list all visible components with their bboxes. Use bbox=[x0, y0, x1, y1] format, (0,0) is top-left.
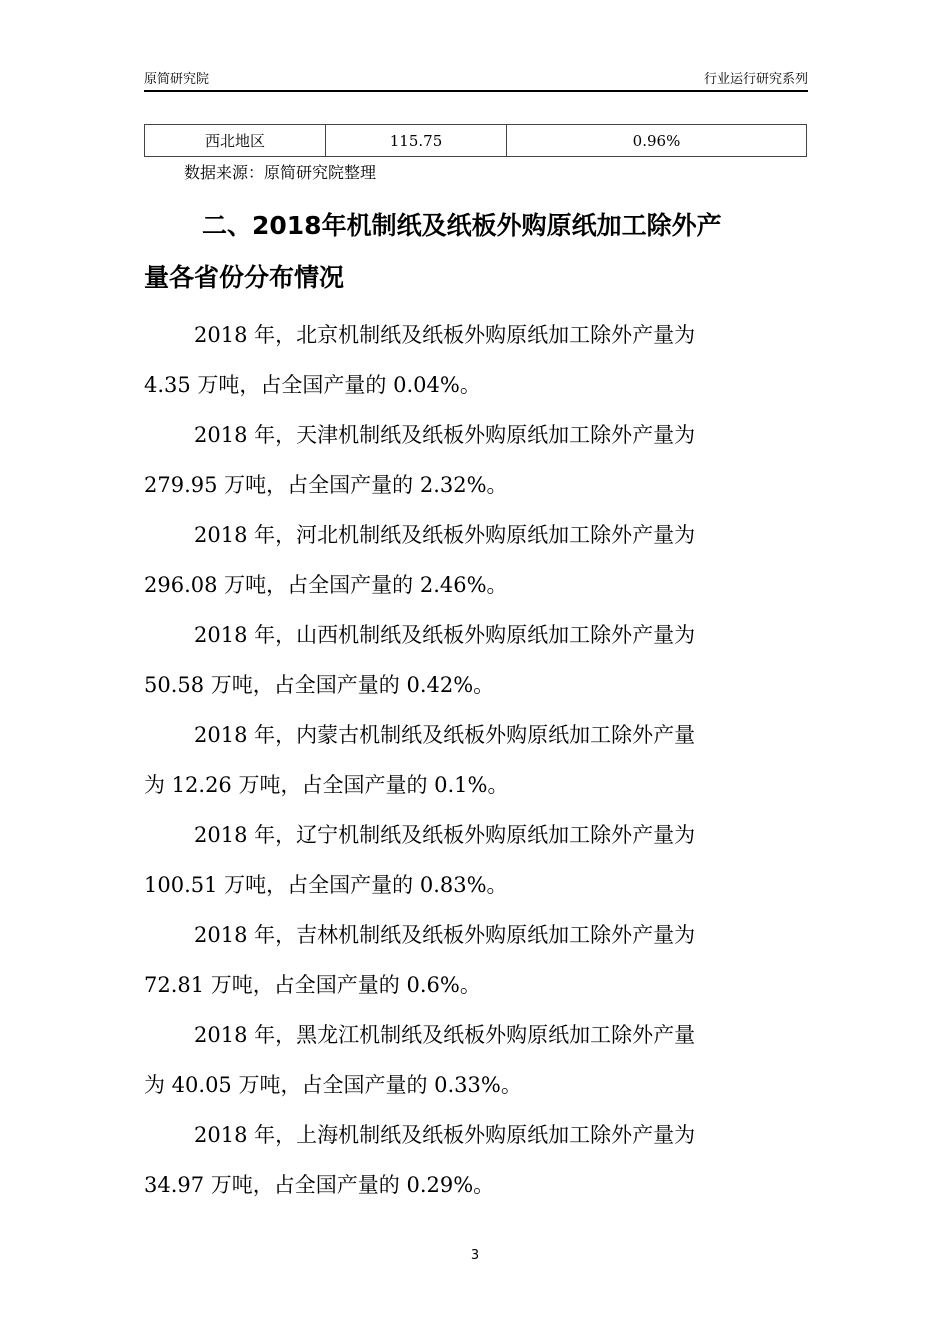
paragraph-tianjin bbox=[144, 410, 808, 510]
paragraph-line: 2018 年，山西机制纸及纸板外购原纸加工除外产量为 bbox=[194, 623, 696, 647]
paragraph-line: 4.35 万吨，占全国产量的 0.04%。 bbox=[144, 373, 481, 397]
paragraph-line: 72.81 万吨，占全国产量的 0.6%。 bbox=[144, 973, 481, 997]
header-org-name: 原简研究院 bbox=[144, 72, 210, 87]
paragraph-line: 279.95 万吨，占全国产量的 2.32%。 bbox=[144, 473, 508, 497]
data-table bbox=[144, 124, 807, 157]
table-cell-output: 115.75 bbox=[326, 125, 507, 157]
table-cell-share: 0.96% bbox=[507, 125, 807, 157]
paragraph-line: 2018 年，天津机制纸及纸板外购原纸加工除外产量为 bbox=[194, 423, 696, 447]
page-number: 3 bbox=[470, 1248, 480, 1263]
paragraph-liaoning bbox=[144, 810, 808, 910]
body-text bbox=[144, 310, 808, 1210]
paragraph-line: 2018 年，黑龙江机制纸及纸板外购原纸加工除外产量 bbox=[194, 1023, 696, 1047]
section-title-line1: 二、2018年机制纸及纸板外购原纸加工除外产 bbox=[202, 211, 722, 240]
paragraph-line: 296.08 万吨，占全国产量的 2.46%。 bbox=[144, 573, 508, 597]
paragraph-line: 2018 年，吉林机制纸及纸板外购原纸加工除外产量为 bbox=[194, 923, 696, 947]
table-cell-region: 西北地区 bbox=[145, 125, 326, 157]
paragraph-line: 100.51 万吨，占全国产量的 0.83%。 bbox=[144, 873, 508, 897]
paragraph-shanxi bbox=[144, 610, 808, 710]
paragraph-line: 50.58 万吨，占全国产量的 0.42%。 bbox=[144, 673, 495, 697]
page-header bbox=[144, 62, 808, 92]
table-row bbox=[145, 125, 807, 157]
paragraph-shanghai bbox=[144, 1110, 808, 1210]
paragraph-neimenggu bbox=[144, 710, 808, 810]
paragraph-line: 2018 年，内蒙古机制纸及纸板外购原纸加工除外产量 bbox=[194, 723, 696, 747]
paragraph-line: 为 40.05 万吨，占全国产量的 0.33%。 bbox=[144, 1073, 522, 1097]
paragraph-hebei bbox=[144, 510, 808, 610]
paragraph-line: 34.97 万吨，占全国产量的 0.29%。 bbox=[144, 1173, 495, 1197]
header-series-name: 行业运行研究系列 bbox=[703, 72, 808, 87]
section-title-line2: 量各省份分布情况 bbox=[144, 263, 345, 292]
paragraph-jilin bbox=[144, 910, 808, 1010]
section-title bbox=[144, 200, 808, 304]
source-note: 数据来源：原简研究院整理 bbox=[184, 163, 377, 182]
paragraph-line: 2018 年，辽宁机制纸及纸板外购原纸加工除外产量为 bbox=[194, 823, 696, 847]
paragraph-line: 2018 年，河北机制纸及纸板外购原纸加工除外产量为 bbox=[194, 523, 696, 547]
paragraph-beijing bbox=[144, 310, 808, 410]
paragraph-line: 2018 年，北京机制纸及纸板外购原纸加工除外产量为 bbox=[194, 323, 696, 347]
paragraph-line: 2018 年，上海机制纸及纸板外购原纸加工除外产量为 bbox=[194, 1123, 696, 1147]
paragraph-heilongjiang bbox=[144, 1010, 808, 1110]
paragraph-line: 为 12.26 万吨，占全国产量的 0.1%。 bbox=[144, 773, 509, 797]
